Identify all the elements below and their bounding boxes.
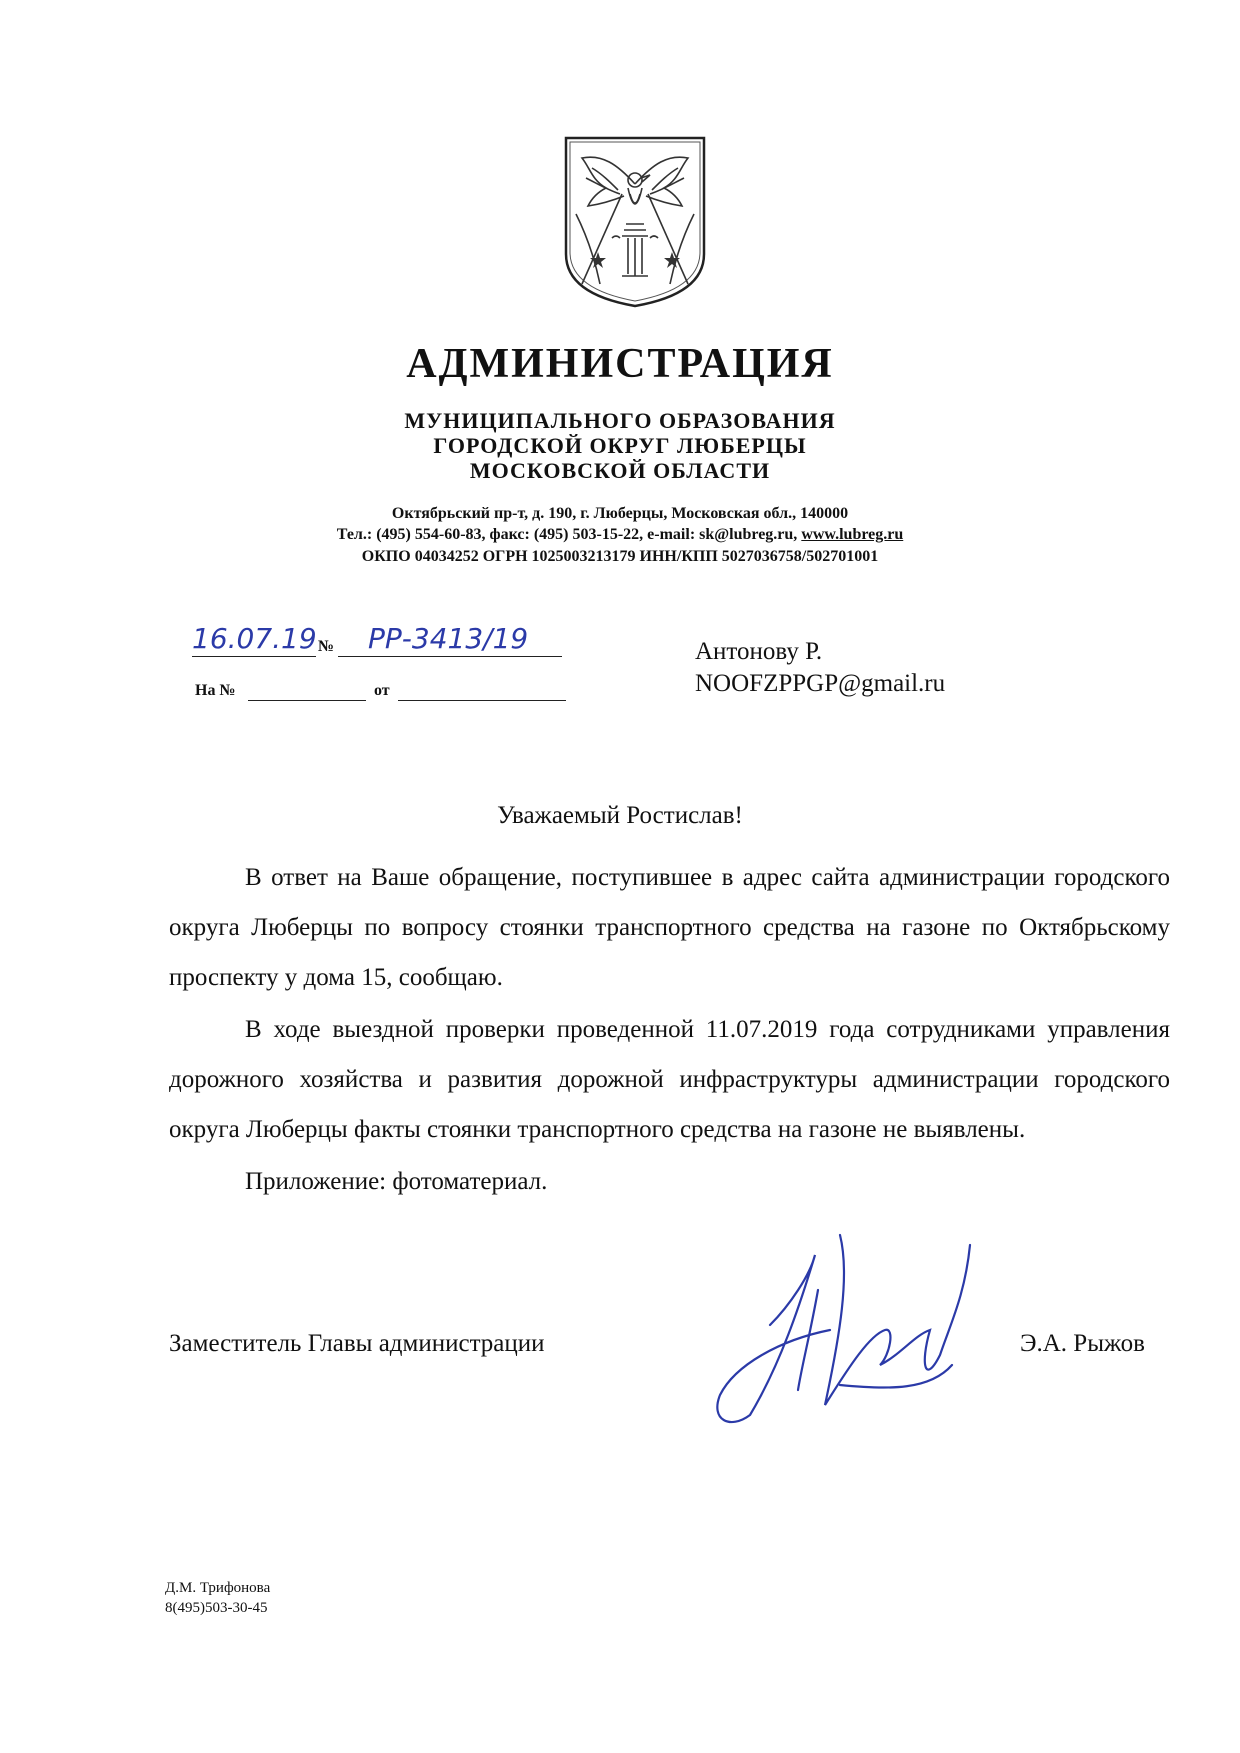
greeting: Уважаемый Ростислав! bbox=[497, 802, 743, 829]
org-subtitle-line-1: МУНИЦИПАЛЬНОГО ОБРАЗОВАНИЯ bbox=[404, 408, 836, 433]
ref-from: от bbox=[374, 682, 390, 699]
org-title: АДМИНИСТРАЦИЯ bbox=[406, 341, 834, 387]
org-subtitle-line-2: ГОРОДСКОЙ ОКРУГ ЛЮБЕРЦЫ bbox=[433, 433, 807, 458]
handwritten-signature bbox=[690, 1215, 980, 1435]
website-link[interactable]: www.lubreg.ru bbox=[801, 526, 904, 543]
ref-number-line bbox=[248, 700, 366, 701]
executor-phone: 8(495)503-30-45 bbox=[165, 1600, 268, 1616]
letter-body bbox=[169, 853, 1170, 1207]
recipient-name: Антонову Р. bbox=[695, 638, 823, 665]
recipient-email: NOOFZPPGP@gmail.ru bbox=[695, 670, 946, 697]
body-paragraph-2: В ходе выездной проверки проведенной 11.07.2019 года сотрудниками управления дорожного хозяйства и развития дорожной инфраструктуры администрации городского округа Люберцы факты стоянки транспортного средства на газоне не выявлены. bbox=[169, 1016, 1170, 1143]
signer-name: Э.А. Рыжов bbox=[1020, 1330, 1145, 1357]
eagle-coat-of-arms-icon bbox=[562, 134, 708, 310]
ref-date-line bbox=[398, 700, 566, 701]
signer-position: Заместитель Главы администрации bbox=[169, 1330, 545, 1357]
org-registry: ОКПО 04034252 ОГРН 1025003213179 ИНН/КПП 5027036758/502701001 bbox=[361, 548, 879, 565]
body-paragraph-1: В ответ на Ваше обращение, поступившее в адрес сайта администрации городского округа Люберцы по вопросу стоянки транспортного средства на газоне по Октябрьскому проспекту у дома 15, сообщаю. bbox=[169, 864, 1170, 991]
org-subtitle-line-3: МОСКОВСКОЙ ОБЛАСТИ bbox=[469, 458, 771, 483]
body-paragraph-3: Приложение: фотоматериал. bbox=[245, 1168, 548, 1195]
outgoing-number: РР-3413/19 bbox=[368, 622, 529, 655]
number-sign: № bbox=[318, 638, 335, 655]
org-address: Октябрьский пр-т, д. 190, г. Люберцы, Московская обл., 140000 bbox=[391, 505, 849, 522]
ref-prefix: На № bbox=[195, 682, 236, 699]
executor-name: Д.М. Трифонова bbox=[165, 1580, 271, 1596]
date-underline bbox=[192, 656, 316, 657]
number-underline bbox=[338, 656, 562, 657]
contacts-text: Тел.: (495) 554-60-83, факс: (495) 503-15-22, e-mail: sk@lubreg.ru, bbox=[336, 526, 802, 543]
outgoing-date: 16.07.19 bbox=[192, 622, 317, 655]
org-contacts bbox=[0, 526, 1240, 544]
